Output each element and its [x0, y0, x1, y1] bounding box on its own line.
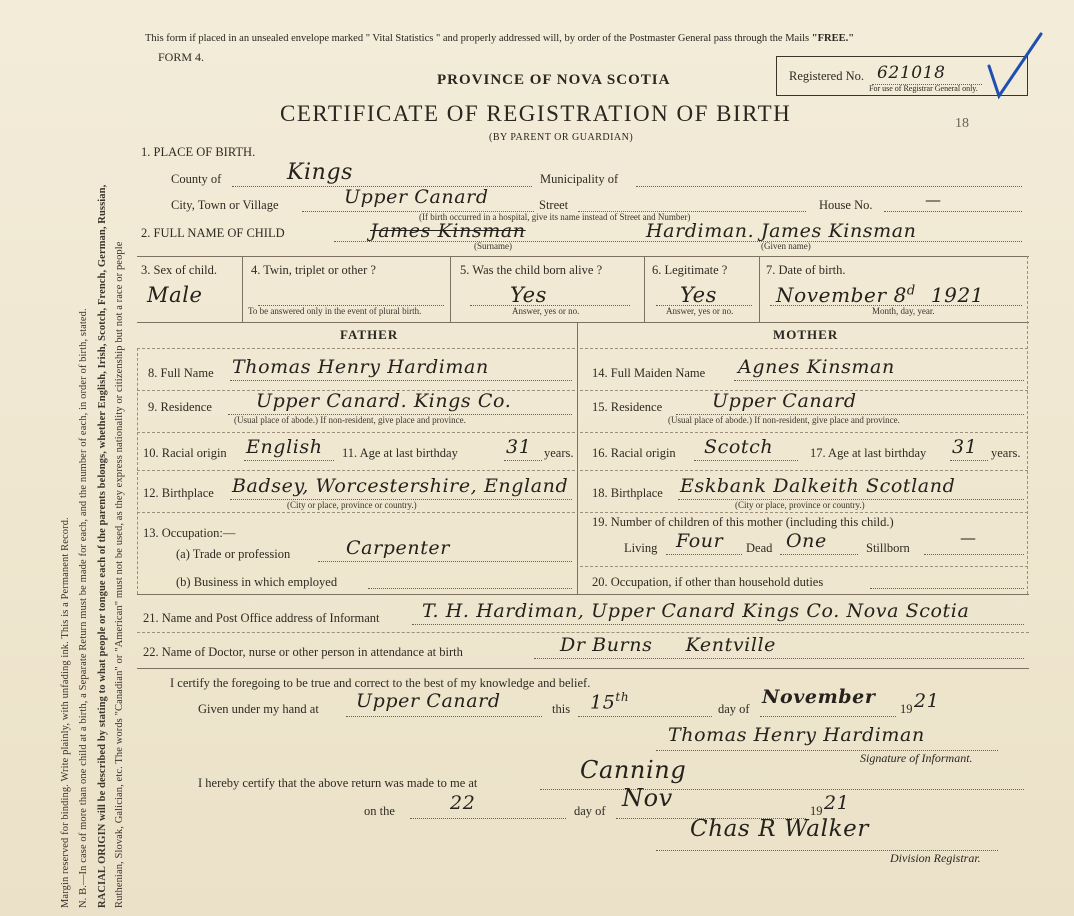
given-name-note: (Given name)	[761, 241, 811, 251]
father-business-label: (b) Business in which employed	[176, 575, 338, 589]
father-heading: FATHER	[340, 327, 399, 342]
certificate-subtitle: (BY PARENT OR GUARDIAN)	[489, 132, 634, 143]
sex-value: Male	[147, 283, 203, 307]
alive-value: Yes	[510, 283, 548, 307]
margin-note-multiple-birth: N. B.—In case of more than one child at a birth, a Separate Return must be made for each, and the number of each, in order of birth, stated.	[78, 308, 89, 908]
mother-res-note: (Usual place of abode.) If non-resident, give place and province.	[668, 415, 900, 425]
given-place-value: Upper Canard	[356, 690, 501, 712]
mother-bp-value: Eskbank Dalkeith Scotland	[680, 475, 956, 497]
birth-date-year: 1921	[930, 283, 985, 307]
mother-occupation-label: 20. Occupation, if other than household duties	[592, 575, 824, 589]
on-month-value: Nov	[622, 784, 673, 812]
informant-signature: Thomas Henry Hardiman	[668, 724, 925, 746]
certify-text: I certify the foregoing to be true and correct to the best of my knowledge and belief.	[170, 676, 591, 690]
city-value: Upper Canard	[344, 186, 489, 208]
margin-note-racial-origin-2: Ruthenian, Slovak, Galician, etc. The words "Canadian" or "American" must not be used, as they express nationality or citizenship but not a race or people	[114, 241, 125, 908]
margin-note-racial-origin: RACIAL ORIGIN will be described by stating to what people or tongue each of the parents belongs, whether English, Irish, Scotch, French, German, Russian,	[97, 184, 108, 908]
mother-age-label: 17. Age at last birthday	[810, 446, 927, 460]
margin-notes	[0, 0, 140, 916]
stillborn-value: —	[960, 528, 977, 547]
return-text: I hereby certify that the above return was made to me at	[198, 776, 478, 790]
form-number: FORM 4.	[158, 50, 205, 64]
this-label: this	[552, 702, 571, 716]
reg-number: 621018	[877, 63, 946, 83]
father-age-label: 11. Age at last birthday	[342, 446, 458, 460]
province-title: PROVINCE OF NOVA SCOTIA	[437, 72, 671, 88]
county-value: Kings	[287, 160, 354, 185]
surname-note: (Surname)	[474, 241, 512, 251]
father-bp-label: 12. Birthplace	[143, 486, 214, 500]
father-bp-value: Badsey, Worcestershire, England	[232, 475, 569, 497]
living-label: Living	[624, 541, 658, 555]
twin-label: 4. Twin, triplet or other ?	[251, 263, 376, 277]
father-res-note: (Usual place of abode.) If non-resident, give place and province.	[234, 415, 466, 425]
alive-note: Answer, yes or no.	[512, 306, 580, 316]
mother-heading: MOTHER	[773, 327, 839, 342]
stillborn-label: Stillborn	[866, 541, 910, 555]
father-res-label: 9. Residence	[148, 400, 212, 414]
place-heading: 1. PLACE OF BIRTH.	[141, 145, 256, 159]
given-day-value	[590, 690, 629, 713]
reg-label: Registered No.	[789, 69, 864, 83]
informant-value: T. H. Hardiman, Upper Canard Kings Co. Nova Scotia	[422, 600, 970, 622]
father-occupation-label: 13. Occupation:—	[143, 526, 236, 540]
on-year-value: 21	[824, 792, 850, 814]
mother-race-label: 16. Racial origin	[592, 446, 676, 460]
father-name-label: 8. Full Name	[148, 366, 214, 380]
child-given-name: Hardiman. James Kinsman	[646, 220, 917, 242]
given-label: Given under my hand at	[198, 702, 319, 716]
doctor-label: 22. Name of Doctor, nurse or other person in attendance at birth	[143, 645, 463, 659]
mother-age-value: 31	[952, 436, 978, 458]
on-the-label: on the	[364, 804, 395, 818]
child-surname-struck: James Kinsman	[370, 220, 526, 242]
legit-value: Yes	[680, 283, 718, 307]
mother-children-label: 19. Number of children of this mother (including this child.)	[592, 515, 894, 529]
birth-date-suffix: d	[906, 283, 916, 299]
father-age-value: 31	[506, 436, 532, 458]
legit-note: Answer, yes or no.	[666, 306, 734, 316]
given-year-prefix: 19	[900, 702, 913, 716]
registrar-signature: Chas R Walker	[690, 816, 869, 842]
birth-date-note: Month, day, year.	[872, 306, 935, 316]
certificate-title: CERTIFICATE OF REGISTRATION OF BIRTH	[280, 101, 792, 126]
dead-label: Dead	[746, 541, 773, 555]
mother-bp-label: 18. Birthplace	[592, 486, 663, 500]
county-label: County of	[171, 172, 222, 186]
father-race-value: English	[246, 436, 323, 458]
alive-label: 5. Was the child born alive ?	[460, 263, 603, 277]
twin-note: To be answered only in the event of plural birth.	[248, 306, 422, 316]
on-day-of-label: day of	[574, 804, 606, 818]
living-value: Four	[676, 530, 724, 552]
mail-notice	[145, 33, 854, 44]
reg-note: For use of Registrar General only.	[869, 84, 978, 93]
birth-date-label: 7. Date of birth.	[766, 263, 846, 277]
father-trade-value: Carpenter	[346, 537, 450, 559]
municipality-label: Municipality of	[540, 172, 619, 186]
city-label: City, Town or Village	[171, 198, 279, 212]
mother-race-value: Scotch	[704, 436, 774, 458]
given-day-suffix: th	[615, 690, 630, 704]
return-place-value: Canning	[580, 756, 687, 784]
house-value: —	[925, 190, 942, 209]
mother-res-value: Upper Canard	[712, 390, 857, 412]
day-of-label: day of	[718, 702, 750, 716]
house-label: House No.	[819, 198, 873, 212]
check-mark-icon	[985, 30, 1045, 102]
father-age-unit: years.	[544, 446, 574, 460]
registrar-label: Division Registrar.	[890, 851, 981, 865]
mother-age-unit: years.	[991, 446, 1021, 460]
hospital-note: (If birth occurred in a hospital, give its name instead of Street and Number)	[419, 212, 691, 222]
informant-label: 21. Name and Post Office address of Informant	[143, 611, 380, 625]
legit-label: 6. Legitimate ?	[652, 263, 728, 277]
birth-date-value	[776, 283, 984, 307]
doctor-value: Dr Burns Kentville	[560, 634, 777, 656]
dead-value: One	[786, 530, 827, 552]
given-month-value: November	[762, 686, 876, 708]
given-day-number: 15	[590, 691, 616, 714]
margin-note-binding: Margin reserved for binding. Write plainly, with unfading ink. This is a Permanent Record.	[60, 517, 71, 908]
mail-notice-text: This form if placed in an unsealed envelope marked " Vital Statistics " and properly addressed will, by order of the Postmaster General pass through the Mails	[145, 33, 810, 44]
child-name-label: 2. FULL NAME OF CHILD	[141, 226, 285, 240]
mother-name-label: 14. Full Maiden Name	[592, 366, 706, 380]
father-bp-note: (City or place, province or country.)	[287, 500, 417, 510]
corner-mark: 18	[955, 116, 969, 131]
given-year-value: 21	[914, 690, 940, 712]
signature-label: Signature of Informant.	[860, 751, 973, 765]
mail-notice-free: "FREE."	[811, 33, 855, 44]
father-res-value: Upper Canard. Kings Co.	[256, 390, 512, 412]
sex-label: 3. Sex of child.	[141, 263, 218, 277]
mother-res-label: 15. Residence	[592, 400, 663, 414]
birth-date-month-day: November 8	[776, 283, 907, 307]
on-day-value: 22	[450, 792, 476, 814]
father-race-label: 10. Racial origin	[143, 446, 227, 460]
mother-bp-note: (City or place, province or country.)	[735, 500, 865, 510]
father-name-value: Thomas Henry Hardiman	[232, 356, 489, 378]
on-year-prefix: 19	[810, 804, 823, 818]
mother-name-value: Agnes Kinsman	[738, 356, 895, 378]
street-label: Street	[539, 198, 569, 212]
father-trade-label: (a) Trade or profession	[176, 547, 291, 561]
